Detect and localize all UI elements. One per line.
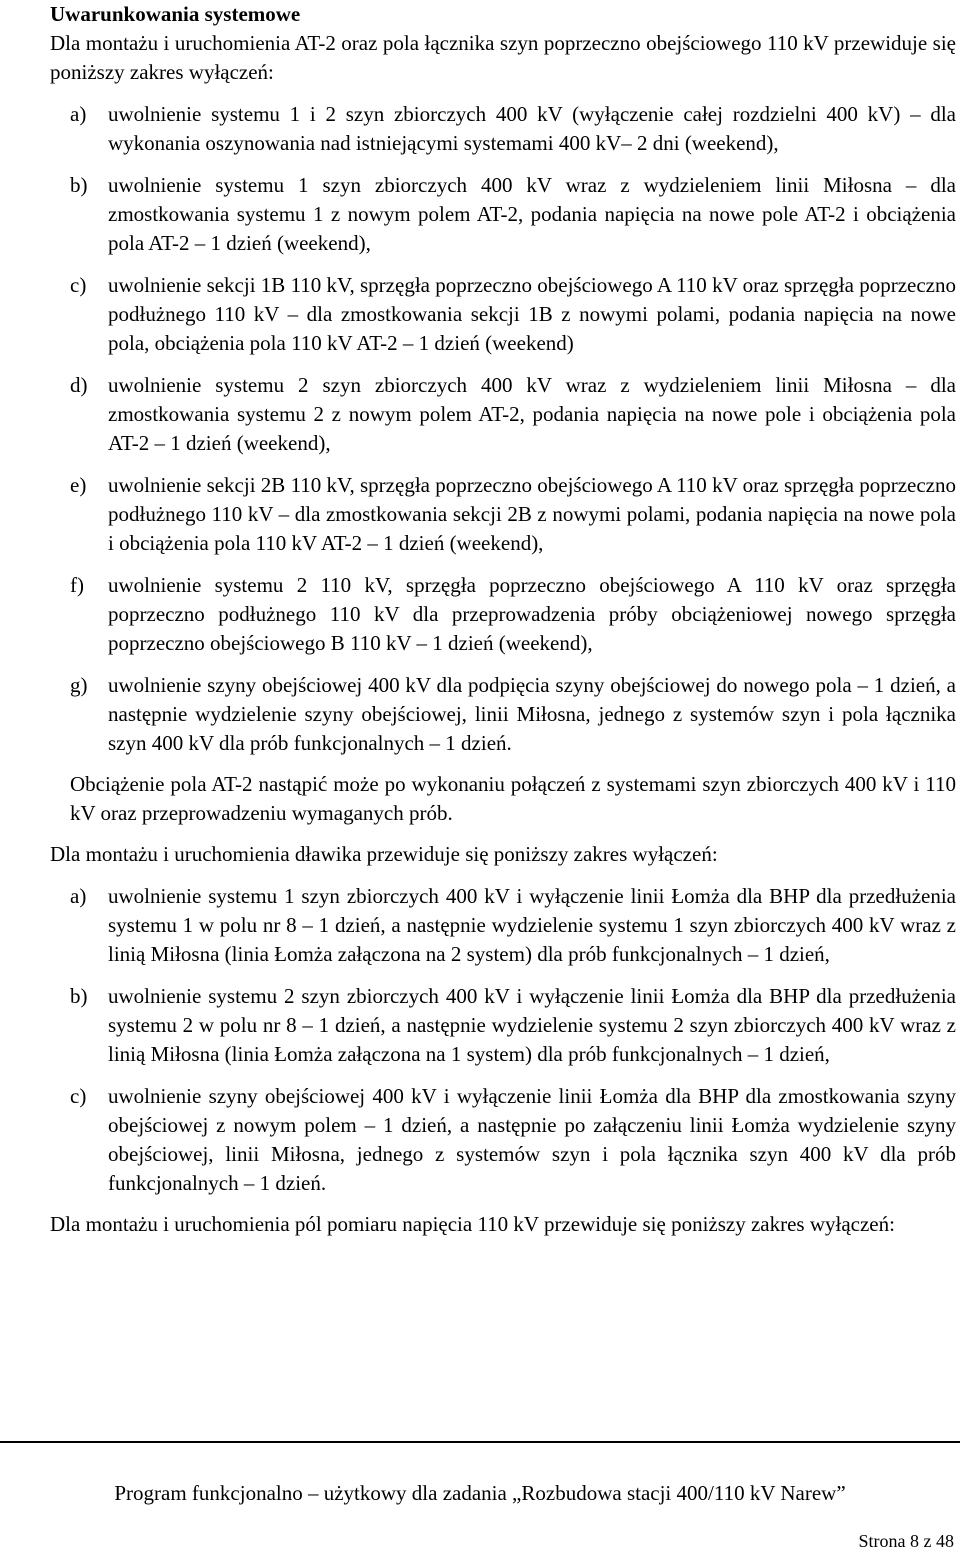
list-item-label: c) <box>70 273 87 297</box>
list-item-label: b) <box>70 173 88 197</box>
list-item-text: uwolnienie systemu 2 szyn zbiorczych 400 kV i wyłączenie linii Łomża dla BHP dla przedłużenia systemu 2 w polu nr 8 – 1 dzień, a następnie wydzielenie systemu 2 szyn zbiorczych 400 kV wraz z linią Miłosna (linia Łomża załączona na 1 system) dla prób funkcjonalnych – 1 dzień, <box>108 984 956 1066</box>
list-item <box>50 271 956 358</box>
list-item <box>50 371 956 458</box>
list-item-label: e) <box>70 473 87 497</box>
list-item-text: uwolnienie systemu 1 szyn zbiorczych 400 kV wraz z wydzieleniem linii Miłosna – dla zmostkowania systemu 1 z nowym polem AT-2, podania napięcia na nowe pole AT-2 i obciążenia pola AT-2 – 1 dzień (weekend), <box>108 173 956 255</box>
list-item-text: uwolnienie systemu 1 szyn zbiorczych 400 kV i wyłączenie linii Łomża dla BHP dla przedłużenia systemu 1 w polu nr 8 – 1 dzień, a następnie wydzielenie systemu 1 szyn zbiorczych 400 kV wraz z linią Miłosna (linia Łomża załączona na 2 system) dla prób funkcjonalnych – 1 dzień, <box>108 884 956 966</box>
section1-intro: Dla montażu i uruchomienia AT-2 oraz pola łącznika szyn poprzeczno obejściowego 110 kV przewiduje się poniższy zakres wyłączeń: <box>50 31 956 84</box>
list-item-text: uwolnienie szyny obejściowej 400 kV i wyłączenie linii Łomża dla BHP dla zmostkowania szyny obejściowej z nowym polem – 1 dzień, a następnie po załączeniu linii Łomża wydzielenie szyny obejściowej, linii Miłosna, jednego z systemów szyn i pola łącznika szyn 400 kV dla prób funkcjonalnych – 1 dzień. <box>108 1084 956 1195</box>
list-item <box>50 471 956 558</box>
list-item-label: c) <box>70 1084 87 1108</box>
list-item-text: uwolnienie szyny obejściowej 400 kV dla podpięcia szyny obejściowej do nowego pola – 1 dzień, a następnie wydzielenie szyny obejściowej, linii Miłosna, jednego z systemów szyn i pola łącznika szyn 400 kV dla prób funkcjonalnych – 1 dzień. <box>108 673 956 755</box>
list-item <box>50 1082 956 1198</box>
list-item <box>50 671 956 758</box>
list-item-label: b) <box>70 984 88 1008</box>
section1-list <box>50 100 956 758</box>
list-item-text: uwolnienie systemu 1 i 2 szyn zbiorczych 400 kV (wyłączenie całej rozdzielni 400 kV) – dla wykonania oszynowania nad istniejącymi systemami 400 kV– 2 dni (weekend), <box>108 102 956 155</box>
list-item-label: a) <box>70 102 87 126</box>
footer-divider <box>0 1441 960 1443</box>
list-item <box>50 882 956 969</box>
section3-intro: Dla montażu i uruchomienia pól pomiaru napięcia 110 kV przewiduje się poniższy zakres wyłączeń: <box>50 1212 895 1236</box>
list-item <box>50 571 956 658</box>
list-item <box>50 982 956 1069</box>
document-body <box>50 0 956 1239</box>
section2-list <box>50 882 956 1198</box>
section-heading: Uwarunkowania systemowe <box>50 2 301 26</box>
list-item-label: g) <box>70 673 88 697</box>
section2-intro: Dla montażu i uruchomienia dławika przewiduje się poniższy zakres wyłączeń: <box>50 842 718 866</box>
list-item-text: uwolnienie systemu 2 szyn zbiorczych 400 kV wraz z wydzieleniem linii Miłosna – dla zmostkowania systemu 2 z nowym polem AT-2, podania napięcia na nowe pole i obciążenia pola AT-2 – 1 dzień (weekend), <box>108 373 956 455</box>
list-item-text: uwolnienie sekcji 1B 110 kV, sprzęgła poprzeczno obejściowego A 110 kV oraz sprzęgła poprzeczno podłużnego 110 kV – dla zmostkowania sekcji 1B z nowymi polami, podania napięcia na nowe pola, obciążenia pola 110 kV AT-2 – 1 dzień (weekend) <box>108 273 956 355</box>
list-item-label: d) <box>70 373 88 397</box>
footer-title: Program funkcjonalno – użytkowy dla zadania „Rozbudowa stacji 400/110 kV Narew” <box>114 1481 846 1505</box>
list-item <box>50 100 956 158</box>
page-number: Strona 8 z 48 <box>858 1531 954 1551</box>
list-item-label: f) <box>70 573 84 597</box>
list-item <box>50 171 956 258</box>
section1-note: Obciążenie pola AT-2 nastąpić może po wykonaniu połączeń z systemami szyn zbiorczych 400 kV i 110 kV oraz przeprowadzeniu wymaganych prób. <box>70 772 956 825</box>
list-item-text: uwolnienie sekcji 2B 110 kV, sprzęgła poprzeczno obejściowego A 110 kV oraz sprzęgła poprzeczno podłużnego 110 kV – dla zmostkowania sekcji 2B z nowymi polami, podania napięcia na nowe pola i obciążenia pola 110 kV AT-2 – 1 dzień (weekend), <box>108 473 956 555</box>
list-item-text: uwolnienie systemu 2 110 kV, sprzęgła poprzeczno obejściowego A 110 kV oraz sprzęgła poprzeczno podłużnego 110 kV dla przeprowadzenia próby obciążeniowej nowego sprzęgła poprzeczno obejściowego B 110 kV – 1 dzień (weekend), <box>108 573 956 655</box>
list-item-label: a) <box>70 884 87 908</box>
